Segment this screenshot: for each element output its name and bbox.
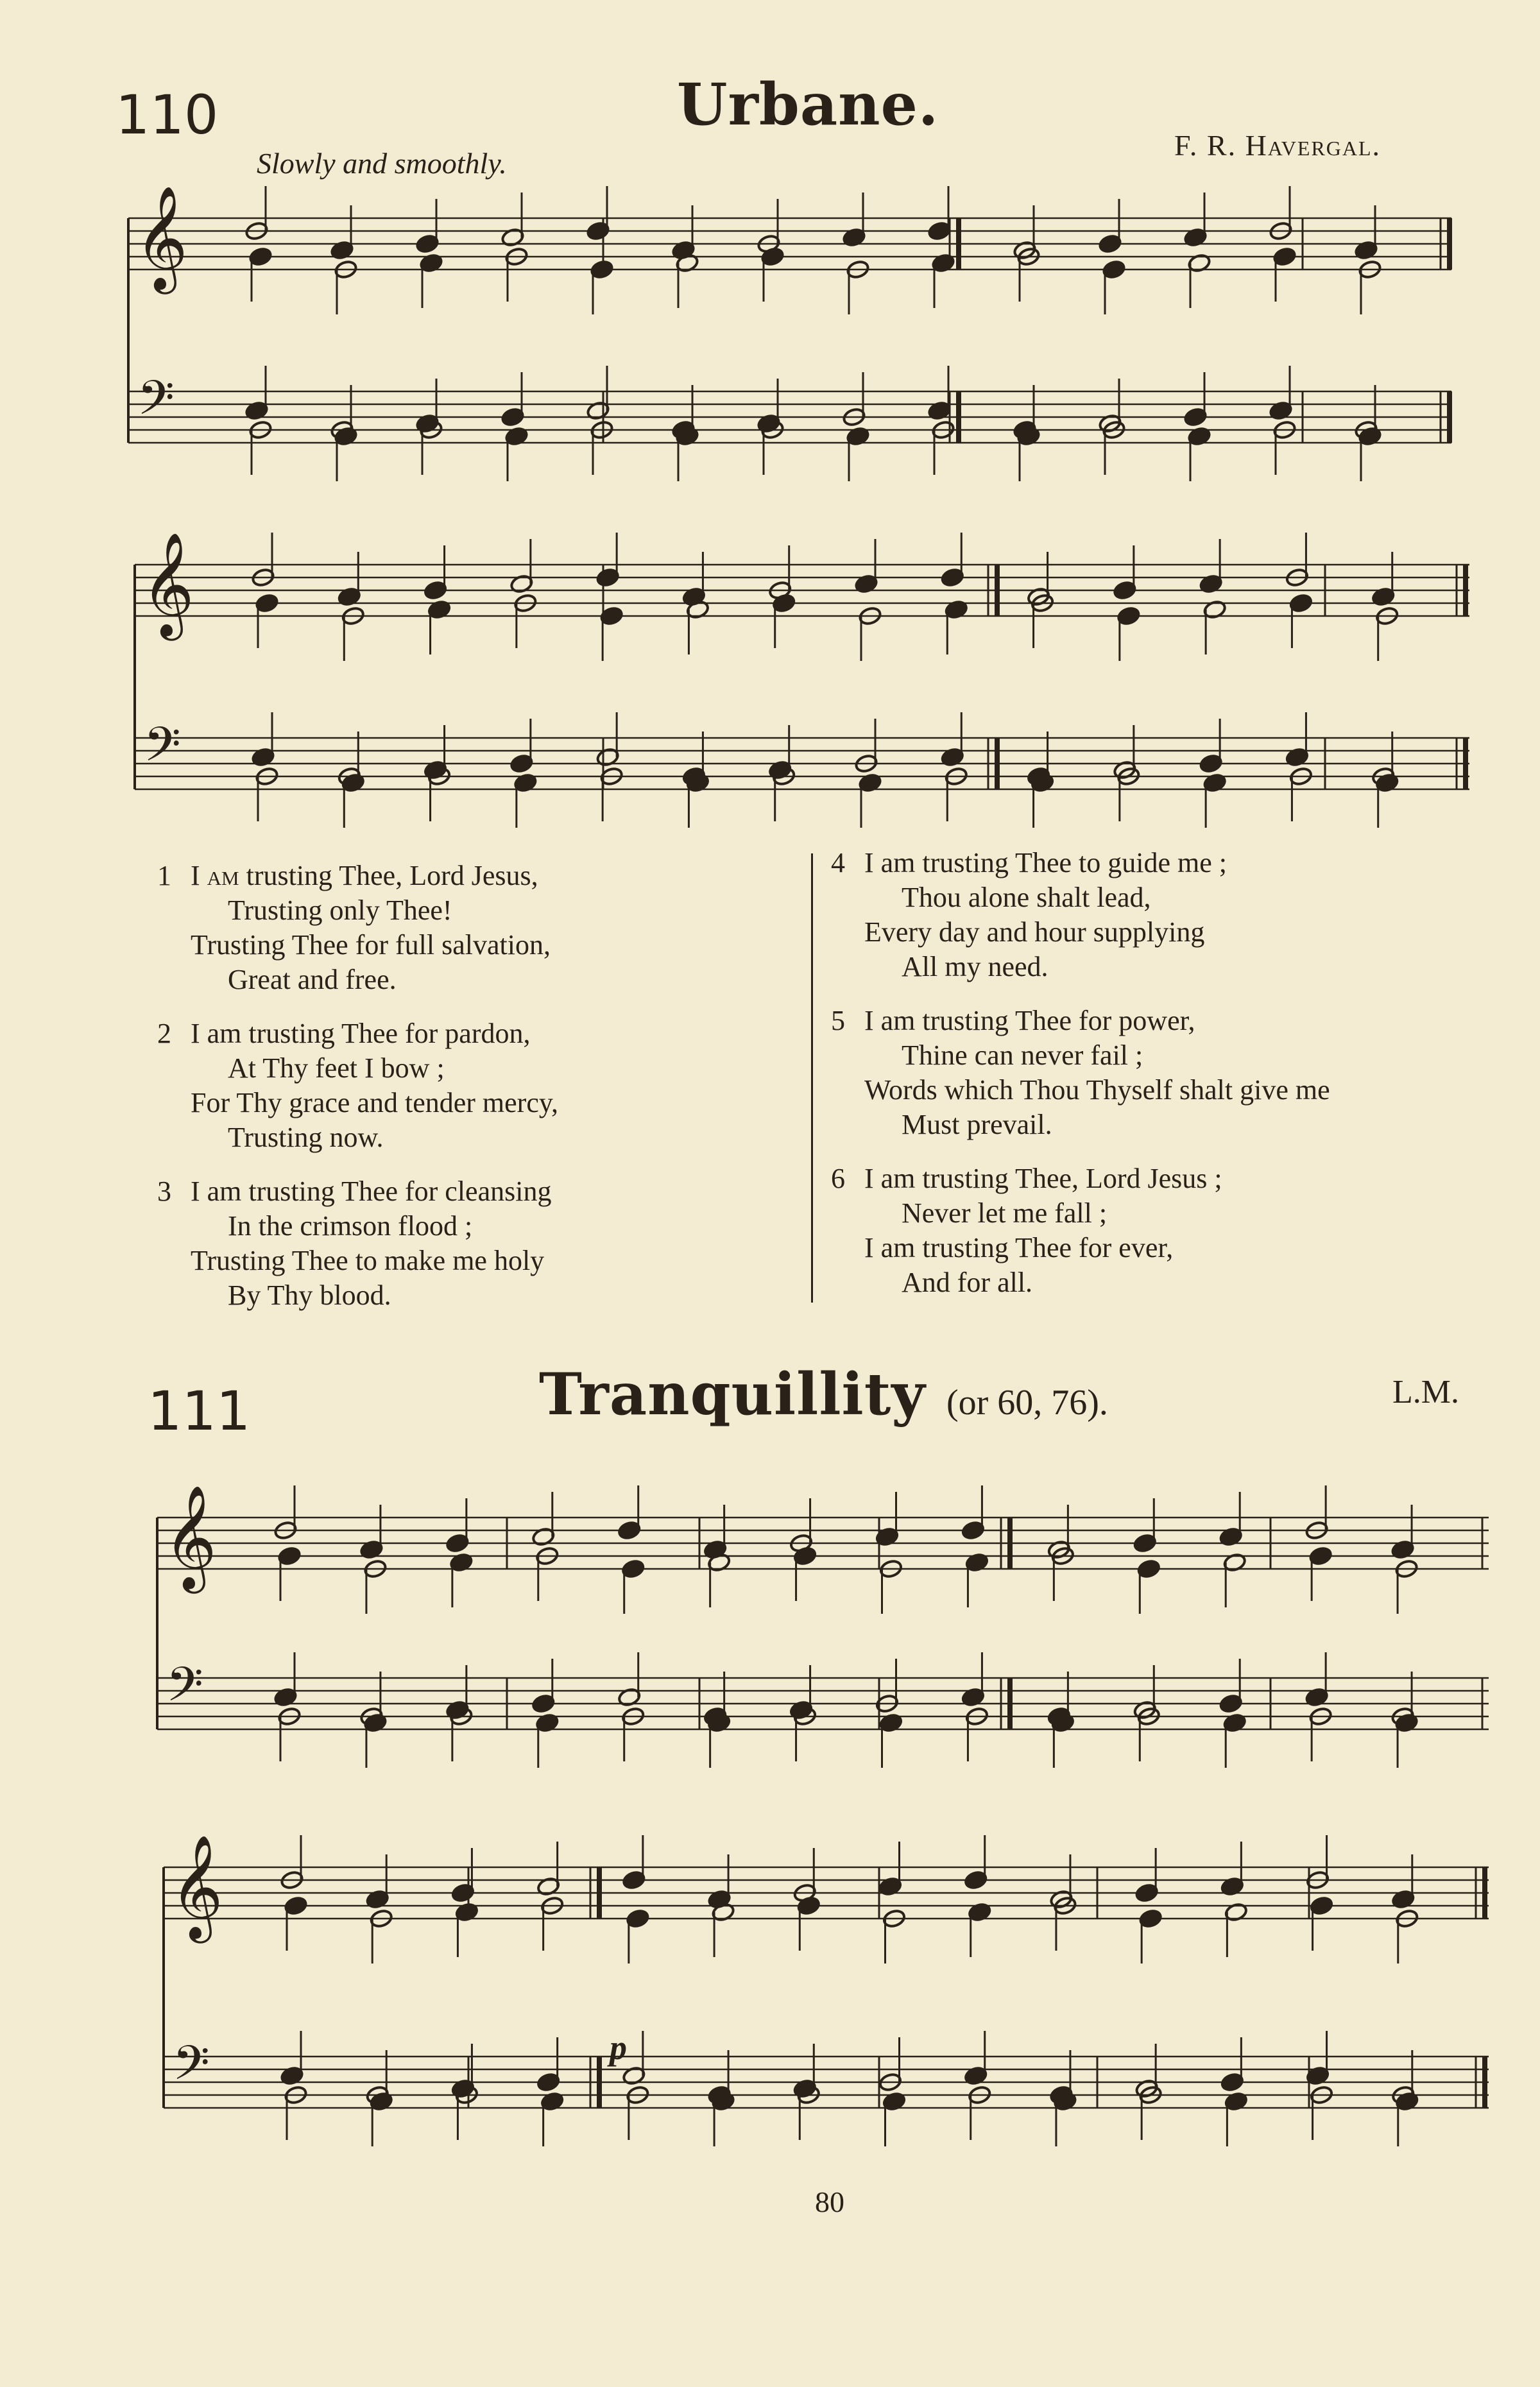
treble-clef-icon: 𝄞 (141, 532, 194, 637)
treble-staff (164, 1867, 1489, 1919)
verse-line: At Thy feet I bow ; (228, 1052, 445, 1084)
verse-line: Must prevail. (902, 1109, 1052, 1140)
verse-line: Every day and hour supplying (864, 916, 1205, 948)
hymn-110-tune-name: Urbane. (677, 71, 939, 139)
hymn-111-meter: L.M. (1392, 1374, 1459, 1410)
verse-line: Trusting Thee to make me holy (191, 1245, 545, 1276)
verse-line: trusting Thee, Lord Jesus, (239, 860, 538, 891)
verse-line: I am trusting Thee for power, (864, 1005, 1195, 1036)
verse-line: Thou alone shalt lead, (902, 882, 1151, 913)
verse-line: I am trusting Thee, Lord Jesus ; (864, 1163, 1222, 1194)
hymn-111-alt-tune: (or 60, 76). (946, 1383, 1108, 1423)
verse-number: 3 (157, 1176, 171, 1207)
verse-number: 4 (831, 847, 845, 878)
dynamic-marking: p (610, 2028, 627, 2067)
verse-5 (831, 1004, 1511, 1142)
verses-left-column (157, 859, 799, 1313)
bass-staff (157, 1678, 1489, 1729)
verse-4 (831, 846, 1511, 984)
bass-staff (164, 2057, 1489, 2108)
verse-line: I am trusting Thee for cleansing (191, 1176, 552, 1207)
verses-right-column (831, 846, 1511, 1300)
hymn-110-author: F. R. Havergal. (1174, 129, 1382, 162)
verse-line: I am trusting Thee for ever, (864, 1232, 1174, 1263)
hymn-111-number: 111 (148, 1380, 251, 1442)
verse-line: I am trusting Thee to guide me ; (864, 847, 1227, 878)
verse-line: Trusting only Thee! (228, 894, 452, 926)
hymn-110-tempo: Slowly and smoothly. (257, 147, 507, 180)
treble-staff (128, 218, 1451, 270)
verse-line: Words which Thou Thyself shalt give me (864, 1074, 1330, 1106)
treble-clef-icon: 𝄞 (164, 1485, 217, 1589)
treble-staff (135, 565, 1469, 616)
verse-line: Thine can never fail ; (902, 1040, 1143, 1071)
hymn-110-number: 110 (116, 83, 219, 146)
verse-line: Never let me fall ; (902, 1197, 1108, 1229)
treble-staff (157, 1518, 1489, 1569)
verse-line: Trusting Thee for full salvation, (191, 929, 551, 961)
treble-clef-icon: 𝄞 (135, 185, 188, 290)
bass-clef-icon: 𝄢 (173, 2035, 210, 2103)
page-number: 80 (815, 2186, 844, 2218)
verse-number: 1 (157, 860, 171, 891)
treble-clef-icon: 𝄞 (170, 1835, 223, 1939)
verse-line: I am trusting Thee for pardon, (191, 1018, 531, 1049)
verse-6 (831, 1161, 1511, 1300)
bass-staff (135, 738, 1469, 789)
bass-clef-icon: 𝄢 (166, 1657, 203, 1724)
bass-clef-icon: 𝄢 (137, 370, 175, 438)
hymn-111-tune: Tranquillity (539, 1360, 926, 1428)
verse-line: In the crimson flood ; (228, 1210, 473, 1242)
verse-line: For Thy grace and tender mercy, (191, 1087, 558, 1118)
column-divider (811, 853, 813, 1303)
verse-line: Great and free. (228, 964, 397, 995)
verse-2 (157, 1016, 799, 1155)
verse-number: 2 (157, 1018, 171, 1049)
verse-3 (157, 1174, 799, 1313)
verse-line: And for all. (902, 1267, 1033, 1298)
verse-number: 6 (831, 1163, 845, 1194)
verse-1 (157, 859, 799, 997)
verse-line: All my need. (902, 951, 1048, 982)
verse-line: I am (191, 860, 239, 891)
verse-line: Trusting now. (228, 1122, 384, 1153)
verse-line: By Thy blood. (228, 1279, 391, 1311)
bass-clef-icon: 𝄢 (144, 717, 181, 784)
verse-number: 5 (831, 1005, 845, 1036)
bass-staff (128, 391, 1451, 443)
